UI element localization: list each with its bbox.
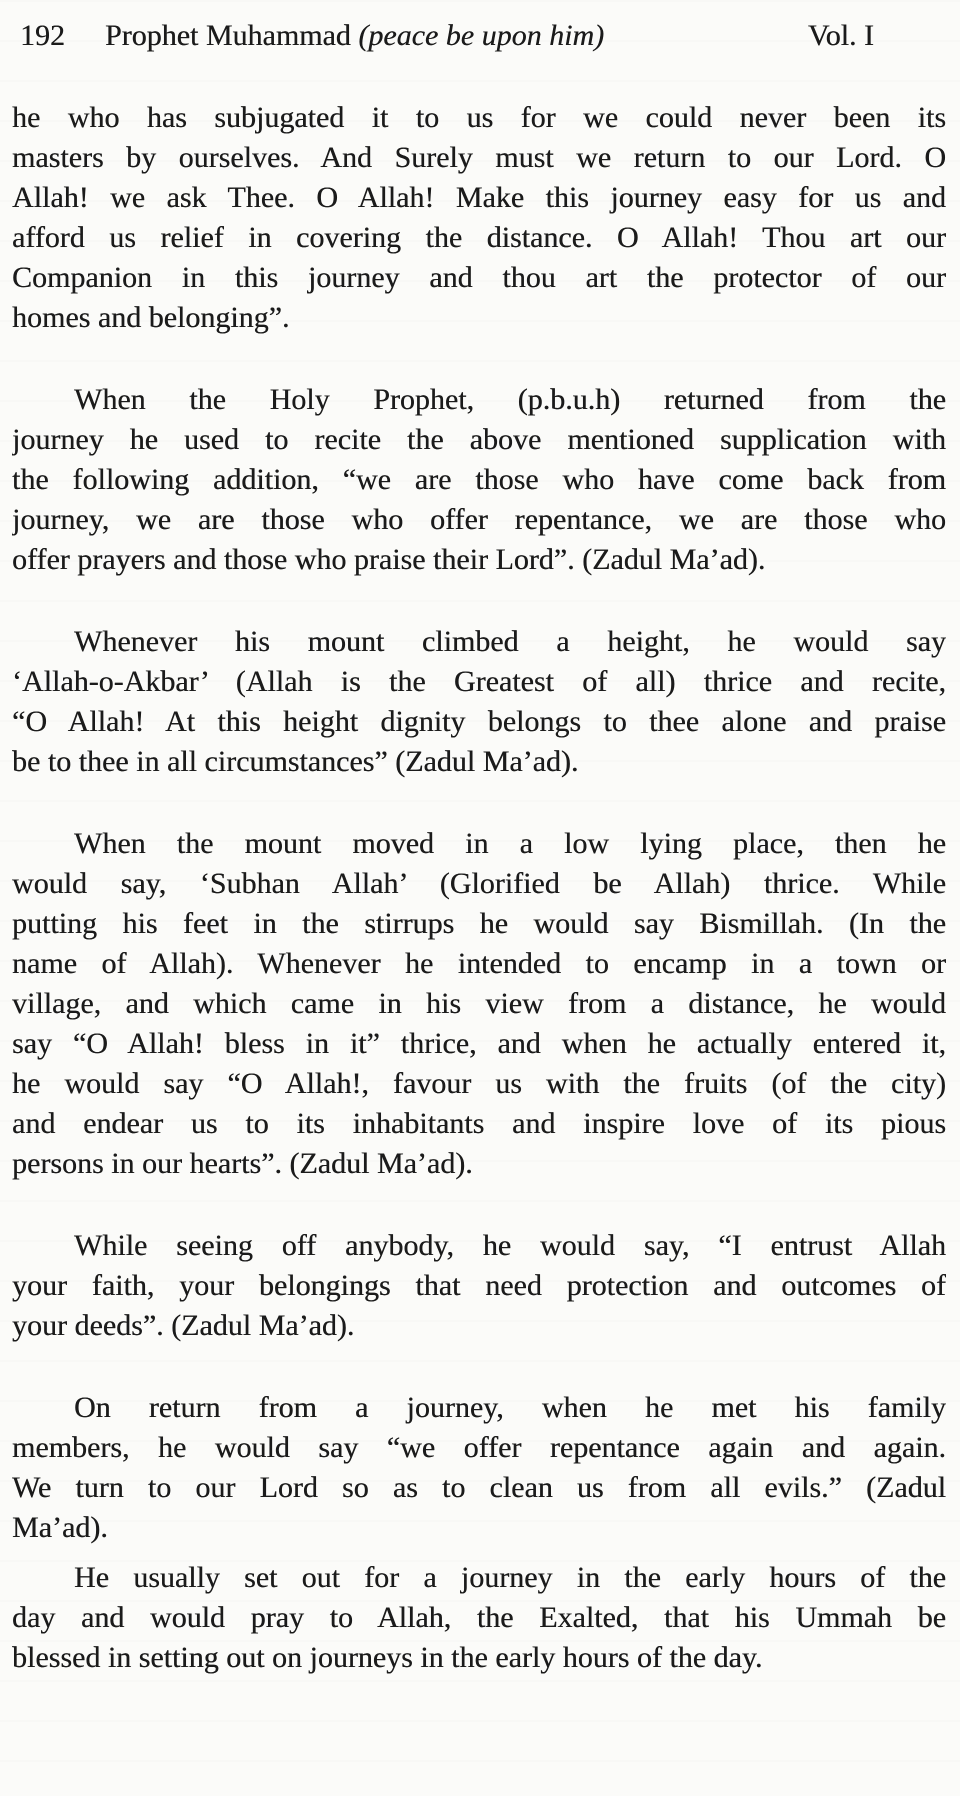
paragraph [12, 1226, 946, 1346]
text-line: He usually set out for a journey in the early hours of the [74, 1561, 946, 1594]
text-line: homes and belonging”. [12, 301, 290, 334]
text-line: masters by ourselves. And Surely must we return to our Lord. O [12, 141, 946, 174]
paragraph [12, 380, 946, 580]
text-line: Ma’ad). [12, 1511, 108, 1544]
text-line: Allah! we ask Thee. O Allah! Make this journey easy for us and [12, 181, 946, 214]
running-title [105, 16, 604, 56]
text-line: say “O Allah! bless in it” thrice, and when he actually entered it, [12, 1027, 946, 1060]
text-line: be to thee in all circumstances” (Zadul Ma’ad). [12, 745, 579, 778]
text-line: journey he used to recite the above mentioned supplication with [12, 423, 946, 456]
text-line: village, and which came in his view from a distance, he would [12, 987, 946, 1020]
text-line: putting his feet in the stirrups he would say Bismillah. (In the [12, 907, 946, 940]
text-line: Companion in this journey and thou art the protector of our [12, 261, 946, 294]
text-line: your faith, your belongings that need protection and outcomes of [12, 1269, 946, 1302]
volume-label: Vol. I [807, 19, 874, 52]
text-line: members, he would say “we offer repentance again and again. [12, 1431, 946, 1464]
running-title-regular: Prophet Muhammad [105, 19, 359, 52]
text-line: When the Holy Prophet, (p.b.u.h) returned from the [74, 383, 946, 416]
paragraph [12, 98, 946, 338]
text-line: Whenever his mount climbed a height, he would say [74, 625, 946, 658]
text-line: offer prayers and those who praise their Lord”. (Zadul Ma’ad). [12, 543, 766, 576]
text-line: “O Allah! At this height dignity belongs to thee alone and praise [12, 705, 946, 738]
text-line: persons in our hearts”. (Zadul Ma’ad). [12, 1147, 473, 1180]
text-line: When the mount moved in a low lying place, then he [74, 827, 946, 860]
paragraph [12, 824, 946, 1184]
paragraph [12, 1388, 946, 1548]
text-line: the following addition, “we are those who have come back from [12, 463, 946, 496]
text-line: We turn to our Lord so as to clean us from all evils.” (Zadul [12, 1471, 946, 1504]
text-line: day and would pray to Allah, the Exalted, that his Ummah be [12, 1601, 946, 1634]
page-number: 192 [20, 19, 65, 52]
page-header [12, 16, 946, 56]
text-line: your deeds”. (Zadul Ma’ad). [12, 1309, 355, 1342]
text-line: and endear us to its inhabitants and inspire love of its pious [12, 1107, 946, 1140]
text-line: blessed in setting out on journeys in the early hours of the day. [12, 1641, 763, 1674]
text-line: On return from a journey, when he met his family [74, 1391, 946, 1424]
paragraph [12, 622, 946, 782]
paragraph [12, 1558, 946, 1678]
text-line: ‘Allah-o-Akbar’ (Allah is the Greatest of all) thrice and recite, [12, 665, 946, 698]
text-line: journey, we are those who offer repentance, we are those who [12, 503, 946, 536]
text-line: he who has subjugated it to us for we could never been its [12, 101, 946, 134]
text-line: afford us relief in covering the distance. O Allah! Thou art our [12, 221, 946, 254]
text-line: would say, ‘Subhan Allah’ (Glorified be Allah) thrice. While [12, 867, 946, 900]
text-line: name of Allah). Whenever he intended to encamp in a town or [12, 947, 946, 980]
text-line: While seeing off anybody, he would say, “I entrust Allah [74, 1229, 946, 1262]
text-line: he would say “O Allah!, favour us with the fruits (of the city) [12, 1067, 946, 1100]
running-title-italic: (peace be upon him) [358, 19, 605, 52]
page-body [12, 98, 946, 1678]
